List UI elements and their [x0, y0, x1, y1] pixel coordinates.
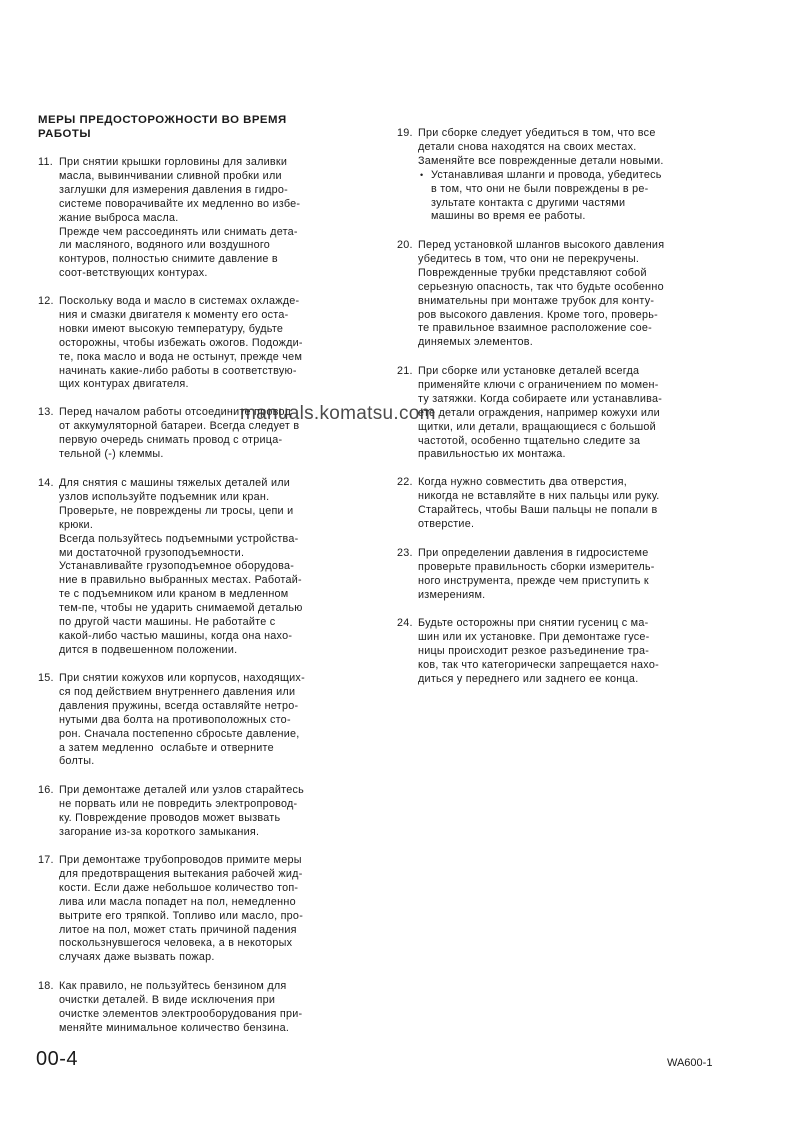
- model-code: WA600-1: [667, 1057, 713, 1069]
- page-number: 00-4: [36, 1048, 79, 1070]
- item-text: Как правило, не пользуйтесь бензином для очистки деталей. В виде исключения при очистке элементов электрооборудования при- меняйте минимальное количество бензина.: [59, 980, 303, 1034]
- item-text: При демонтаже трубопроводов примите меры для предотвращения вытекания рабочей жид- кости. Если даже небольшое количество топ- лива или масла попадет на пол, немедленно вытрите его тряпкой. Топливо или масло, про- литое на пол, может стать причиной падения поскользнувшегося человека, а в некоторых случаях даже вызвать пожар.: [59, 854, 304, 964]
- item-text: Когда нужно совместить два отверстия, никогда не вставляйте в них пальцы или руку. Старайтесь, чтобы Ваши пальцы не попали в отверстие.: [418, 476, 660, 530]
- item-text: При сборке следует убедиться в том, что все детали снова находятся на своих местах. Заменяйте все поврежденные детали новыми.: [418, 127, 664, 167]
- item-number: 14.: [38, 477, 54, 489]
- watermark-url[interactable]: manuals.komatsu.com: [240, 403, 436, 424]
- item-text: Поскольку вода и масло в системах охлажде- ния и смазки двигателя к моменту его оста- новки имеют высокую температуру, будьте осторожны, чтобы избежать ожогов. Подожди- те, пока масло и вода не остынут, прежде чем начинать какие-либо работы в соответствую- щих контурах двигателя.: [59, 295, 303, 391]
- item-number: 17.: [38, 854, 54, 866]
- item-text: Перед установкой шлангов высокого давления убедитесь в том, что они не перекручены. Поврежденные трубки представляют собой серьезную опасность, так что будьте особенно внимательны при монтаже трубок для конту- ров высокого давления. Кроме того, проверь- те правильное взаимное расположение сое- диняемых элементов.: [418, 239, 665, 349]
- bullet-icon: •: [420, 169, 424, 180]
- item-number: 24.: [397, 617, 413, 629]
- item-number: 12.: [38, 295, 54, 307]
- item-number: 13.: [38, 406, 54, 418]
- item-number: 16.: [38, 784, 54, 796]
- item-text: Будьте осторожны при снятии гусениц с ма- шин или их установке. При демонтаже гусе- ницы происходит резкое разъединение тра- ков, так что категорически запрещается нахо- диться у переднего или заднего ее конца.: [418, 617, 659, 685]
- item-text: При снятии кожухов или корпусов, находящих- ся под действием внутреннего давления или давления пружины, всегда оставляйте нетро- нутыми два болта на противоположных сто- рон. Сначала постепенно сбросьте давление, а затем медленно ослабьте и отверните болты.: [59, 672, 305, 768]
- item-number: 15.: [38, 672, 54, 684]
- item-number: 23.: [397, 547, 413, 559]
- item-number: 21.: [397, 365, 413, 377]
- item-number: 19.: [397, 127, 413, 139]
- item-number: 22.: [397, 476, 413, 488]
- item-text: Для снятия с машины тяжелых деталей или узлов используйте подъемник или кран. Проверьте, не повреждены ли тросы, цепи и крюки. Всегда пользуйтесь подъемными устройства- ми достаточной грузоподъемности. Устанавливайте грузоподъемное оборудова- ние в правильно выбранных местах. Работай- те с подъемником или краном в медленном тем-пе, чтобы не ударить снимаемой деталью по другой части машины. Не работайте с какой-либо частью машины, когда она нахо- дится в подвешенном положении.: [59, 477, 303, 656]
- subitem-text: Устанавливая шланги и провода, убедитесь в том, что они не были повреждены в ре- зультате контакта с другими частями машины во время ее работы.: [431, 168, 662, 223]
- item-text: При сборке или установке деталей всегда применяйте ключи с ограничением по момен- ту затяжки. Когда собираете или устанавлива- ете детали ограждения, например кожухи или щитки, или детали, вращающиеся с большой частотой, особенно тщательно следите за правильностью их монтажа.: [418, 365, 663, 461]
- item-number: 18.: [38, 980, 54, 992]
- item-text: Перед началом работы отсоедините провод от аккумуляторной батареи. Всегда следует в первую очередь снимать провод с отрица- тельной (-) клеммы.: [59, 406, 300, 460]
- section-heading: МЕРЫ ПРЕДОСТОРОЖНОСТИ ВО ВРЕМЯ РАБОТЫ: [38, 114, 287, 140]
- item-number: 20.: [397, 239, 413, 251]
- item-number: 11.: [38, 156, 53, 168]
- item-text-block: [418, 127, 664, 224]
- bullet-subitem: [418, 169, 664, 225]
- item-text: При снятии крышки горловины для заливки масла, вывинчивании сливной пробки или заглушки для измерения давления в гидро- системе поворачивайте их медленно во избе- жание выброса масла. Прежде чем рассоединять или снимать дета- ли масляного, водяного или воздушного контуров, полностью снимите давление в соот-ветствующих контурах.: [59, 156, 301, 280]
- item-text: При демонтаже деталей или узлов старайтесь не порвать или не повредить электропровод- ку. Повреждение проводов может вызвать загорание из-за короткого замыкания.: [59, 784, 305, 838]
- item-text: При определении давления в гидросистеме проверьте правильность сборки измеритель- ного инструмента, прежде чем приступить к измерениям.: [418, 547, 655, 601]
